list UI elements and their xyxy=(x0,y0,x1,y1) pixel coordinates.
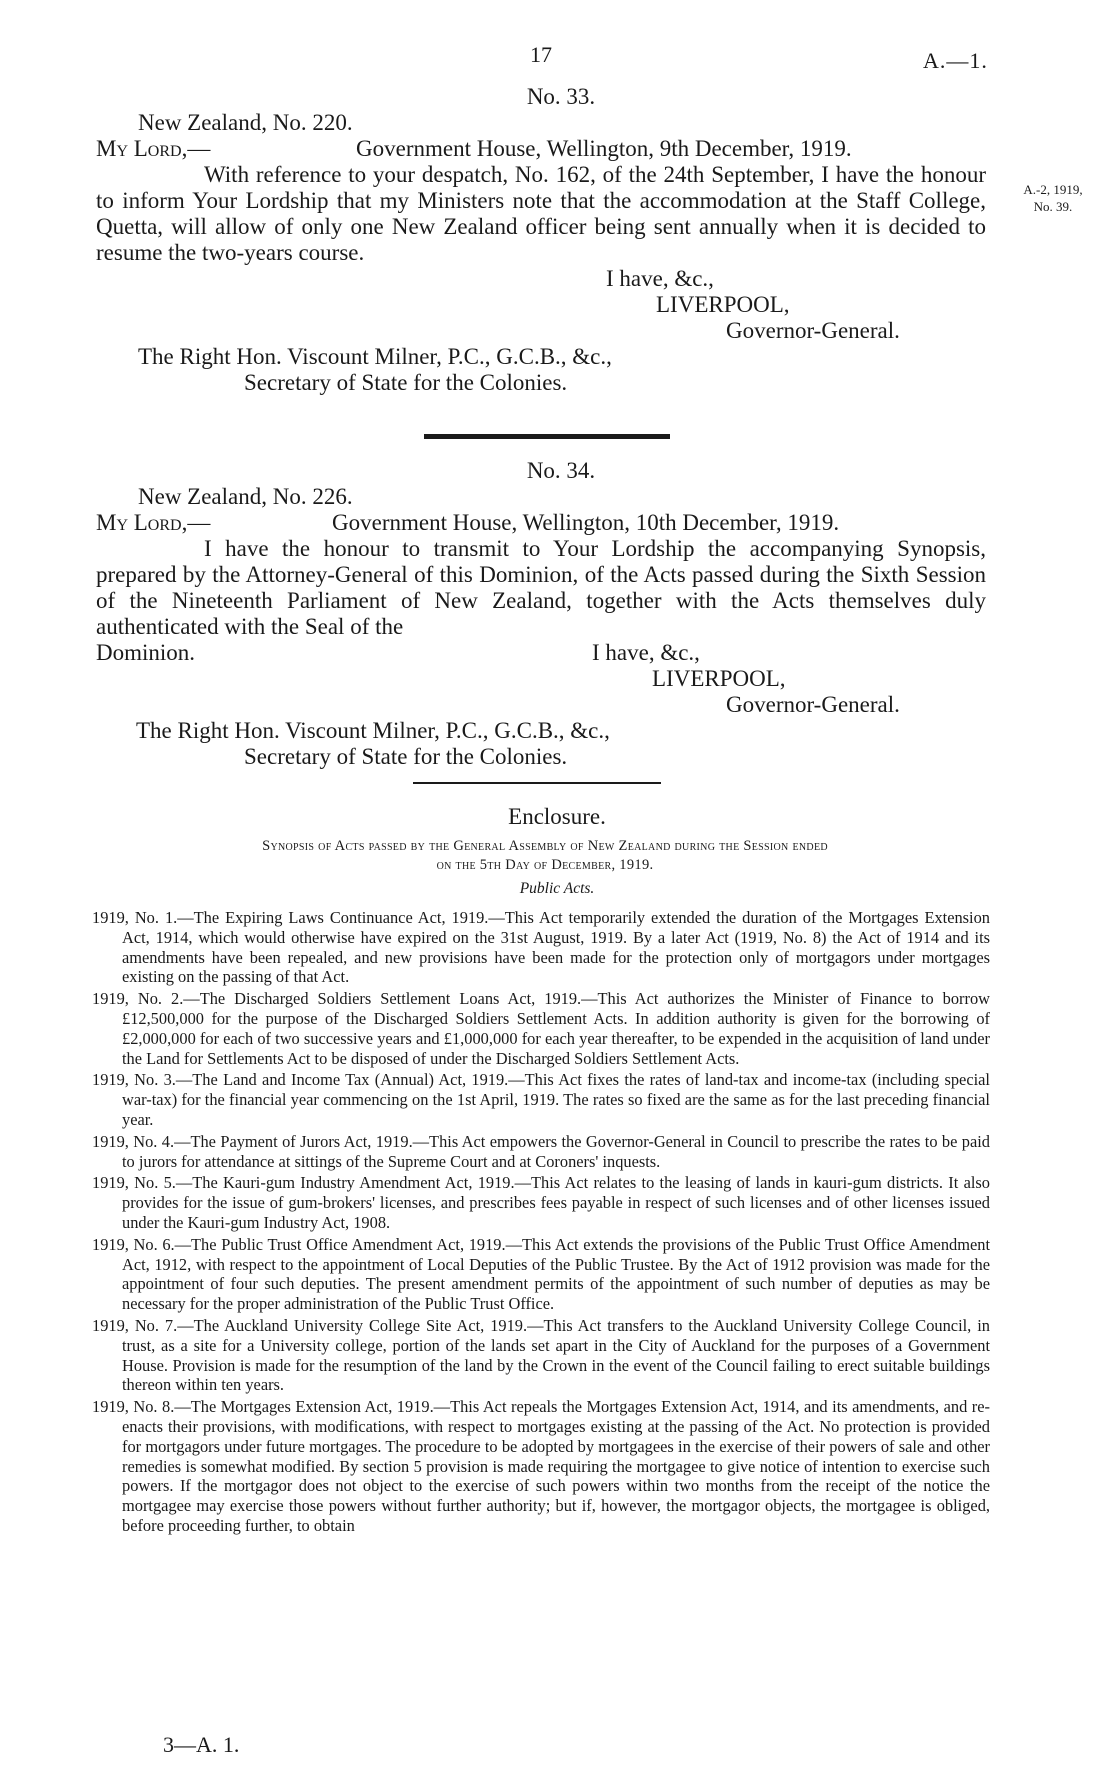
paper-reference: A.—1. xyxy=(923,48,988,73)
signature: LIVERPOOL, xyxy=(652,666,786,691)
location-date: Government House, Wellington, 9th December, 1919. xyxy=(356,136,852,161)
page-number: 17 xyxy=(530,42,552,67)
enclosure-divider xyxy=(413,782,661,784)
letter-number: No. 33. xyxy=(526,84,596,109)
acts-list xyxy=(92,908,990,1538)
letter-34 xyxy=(96,458,986,770)
despatch-reference: New Zealand, No. 220. xyxy=(138,110,353,135)
salutation-line xyxy=(96,136,986,162)
addressee: The Right Hon. Viscount Milner, P.C., G.C.B., &c., xyxy=(138,344,612,369)
addressee-office: Secretary of State for the Colonies. xyxy=(244,370,568,395)
act-entry: 1919, No. 3.—The Land and Income Tax (Annual) Act, 1919.—This Act fixes the rates of land-tax and income-tax (including special war-tax) for the financial year commencing on the 1st April, 1919. The rates so fixed are the same as for the last preceding financial year. xyxy=(92,1070,990,1129)
despatch-reference: New Zealand, No. 226. xyxy=(138,484,353,509)
margin-note xyxy=(1003,181,1103,215)
act-entry: 1919, No. 8.—The Mortgages Extension Act, 1919.—This Act repeals the Mortgages Extension Act, 1914, and its amendments, and re-enacts their provisions, with modifications, with respect to mortgages existing at the passing of the Act. No protection is provided for mortgagors under future mortgages. The procedure to be adopted by mortgagees in the exercise of their powers of sale and other remedies is somewhat modified. By section 5 provision is made requiring the mortgagee to give notice of intention to exercise such powers. If the mortgagor does not object to the exercise of such powers within two months from the receipt of the notice the mortgagee may exercise those powers without further authority; but if, however, the mortgagor objects, the mortgagee is obliged, before proceeding further, to obtain xyxy=(92,1397,990,1535)
act-entry: 1919, No. 6.—The Public Trust Office Amendment Act, 1919.—This Act extends the provisions of the Public Trust Office Amendment Act, 1912, with respect to the appointment of Local Deputies of the Public Trustee. By the Act of 1912 provision was made for the appointment of four such deputies. The present amendment permits of the appointment of such number of deputies as may be necessary for the proper administration of the Public Trust Office. xyxy=(92,1234,990,1314)
letter-body-last: Dominion. xyxy=(96,640,196,665)
act-entry: 1919, No. 1.—The Expiring Laws Continuance Act, 1919.—This Act temporarily extended the duration of the Mortgages Extension Act, 1914, which would otherwise have expired on the 31st August, 1919. By a later Act (1919, No. 8) the Act of 1914 and its amendments have been repealed, and new provisions have been made for the protection only of mortgagors under mortgages existing on the passing of that Act. xyxy=(92,908,990,987)
salutation: My Lord,— xyxy=(96,136,211,161)
enclosure-subtitle-line2: on the 5th Day of December, 1919. xyxy=(436,857,654,873)
closing: I have, &c., xyxy=(606,266,714,291)
act-entry: 1919, No. 5.—The Kauri-gum Industry Amendment Act, 1919.—This Act relates to the leasing of lands in kauri-gum districts. It also provides for the issue of gum-brokers' licenses, and prescribes fees payable in respect of such licenses and of other licenses issued under the Kauri-gum Industry Act, 1908. xyxy=(92,1173,990,1232)
margin-note-line2: No. 39. xyxy=(1033,199,1073,214)
letter-number: No. 34. xyxy=(526,458,596,483)
salutation: My Lord,— xyxy=(96,510,211,535)
enclosure-title: Enclosure. xyxy=(508,804,606,829)
closing: I have, &c., xyxy=(592,640,700,665)
location-date: Government House, Wellington, 10th December, 1919. xyxy=(332,510,840,535)
addressee: The Right Hon. Viscount Milner, P.C., G.C.B., &c., xyxy=(136,718,610,743)
section-divider xyxy=(424,434,670,439)
signatory-title: Governor-General. xyxy=(726,318,900,343)
act-entry: 1919, No. 7.—The Auckland University College Site Act, 1919.—This Act transfers to the Auckland University College Council, in trust, as a site for a University college, portion of the lands set apart in the City of Auckland for the purposes of a Government House. Provision is made for the resumption of the land by the Crown in the event of the Council failing to erect suitable buildings thereon within ten years. xyxy=(92,1315,990,1395)
addressee-office: Secretary of State for the Colonies. xyxy=(244,744,568,769)
closing-line xyxy=(96,640,986,666)
salutation-line xyxy=(96,510,986,536)
letter-33 xyxy=(96,84,986,396)
signatory-title: Governor-General. xyxy=(726,692,900,717)
enclosure-subtitle-line1: Synopsis of Acts passed by the General Assembly of New Zealand during the Session ended xyxy=(262,838,828,854)
letter-body: I have the honour to transmit to Your Lordship the accompanying Synopsis, prepared by the Attorney-General of this Dominion, of the Acts passed during the Sixth Session of the Nineteenth Parliament of New Zealand, together with the Acts themselves duly authenticated with the Seal of the xyxy=(96,536,986,639)
signature-mark: 3—A. 1. xyxy=(163,1732,240,1757)
letter-body: With reference to your despatch, No. 162, of the 24th September, I have the honour to inform Your Lordship that my Ministers note that the accommodation at the Staff College, Quetta, will allow of only one New Zealand officer being sent annually when it is decided to resume the two-years course. xyxy=(96,162,986,265)
enclosure-subtitle xyxy=(95,837,995,875)
signature: LIVERPOOL, xyxy=(656,292,790,317)
margin-note-line1: A.-2, 1919, xyxy=(1023,182,1083,197)
section-heading: Public Acts. xyxy=(519,880,595,897)
act-entry: 1919, No. 2.—The Discharged Soldiers Settlement Loans Act, 1919.—This Act authorizes the Minister of Finance to borrow £12,500,000 for the purpose of the Discharged Soldiers Settlement Acts. In addition authority is given for the borrowing of £2,000,000 for each of two successive years and £1,000,000 for each year thereafter, to be expended in the acquisition of land under the Land for Settlements Act to be disposed of under the Discharged Soldiers Settlement Acts. xyxy=(92,989,990,1068)
act-entry: 1919, No. 4.—The Payment of Jurors Act, 1919.—This Act empowers the Governor-General in Council to prescribe the rates to be paid to jurors for attendance at sittings of the Supreme Court and at Coroners' inquests. xyxy=(92,1131,990,1171)
